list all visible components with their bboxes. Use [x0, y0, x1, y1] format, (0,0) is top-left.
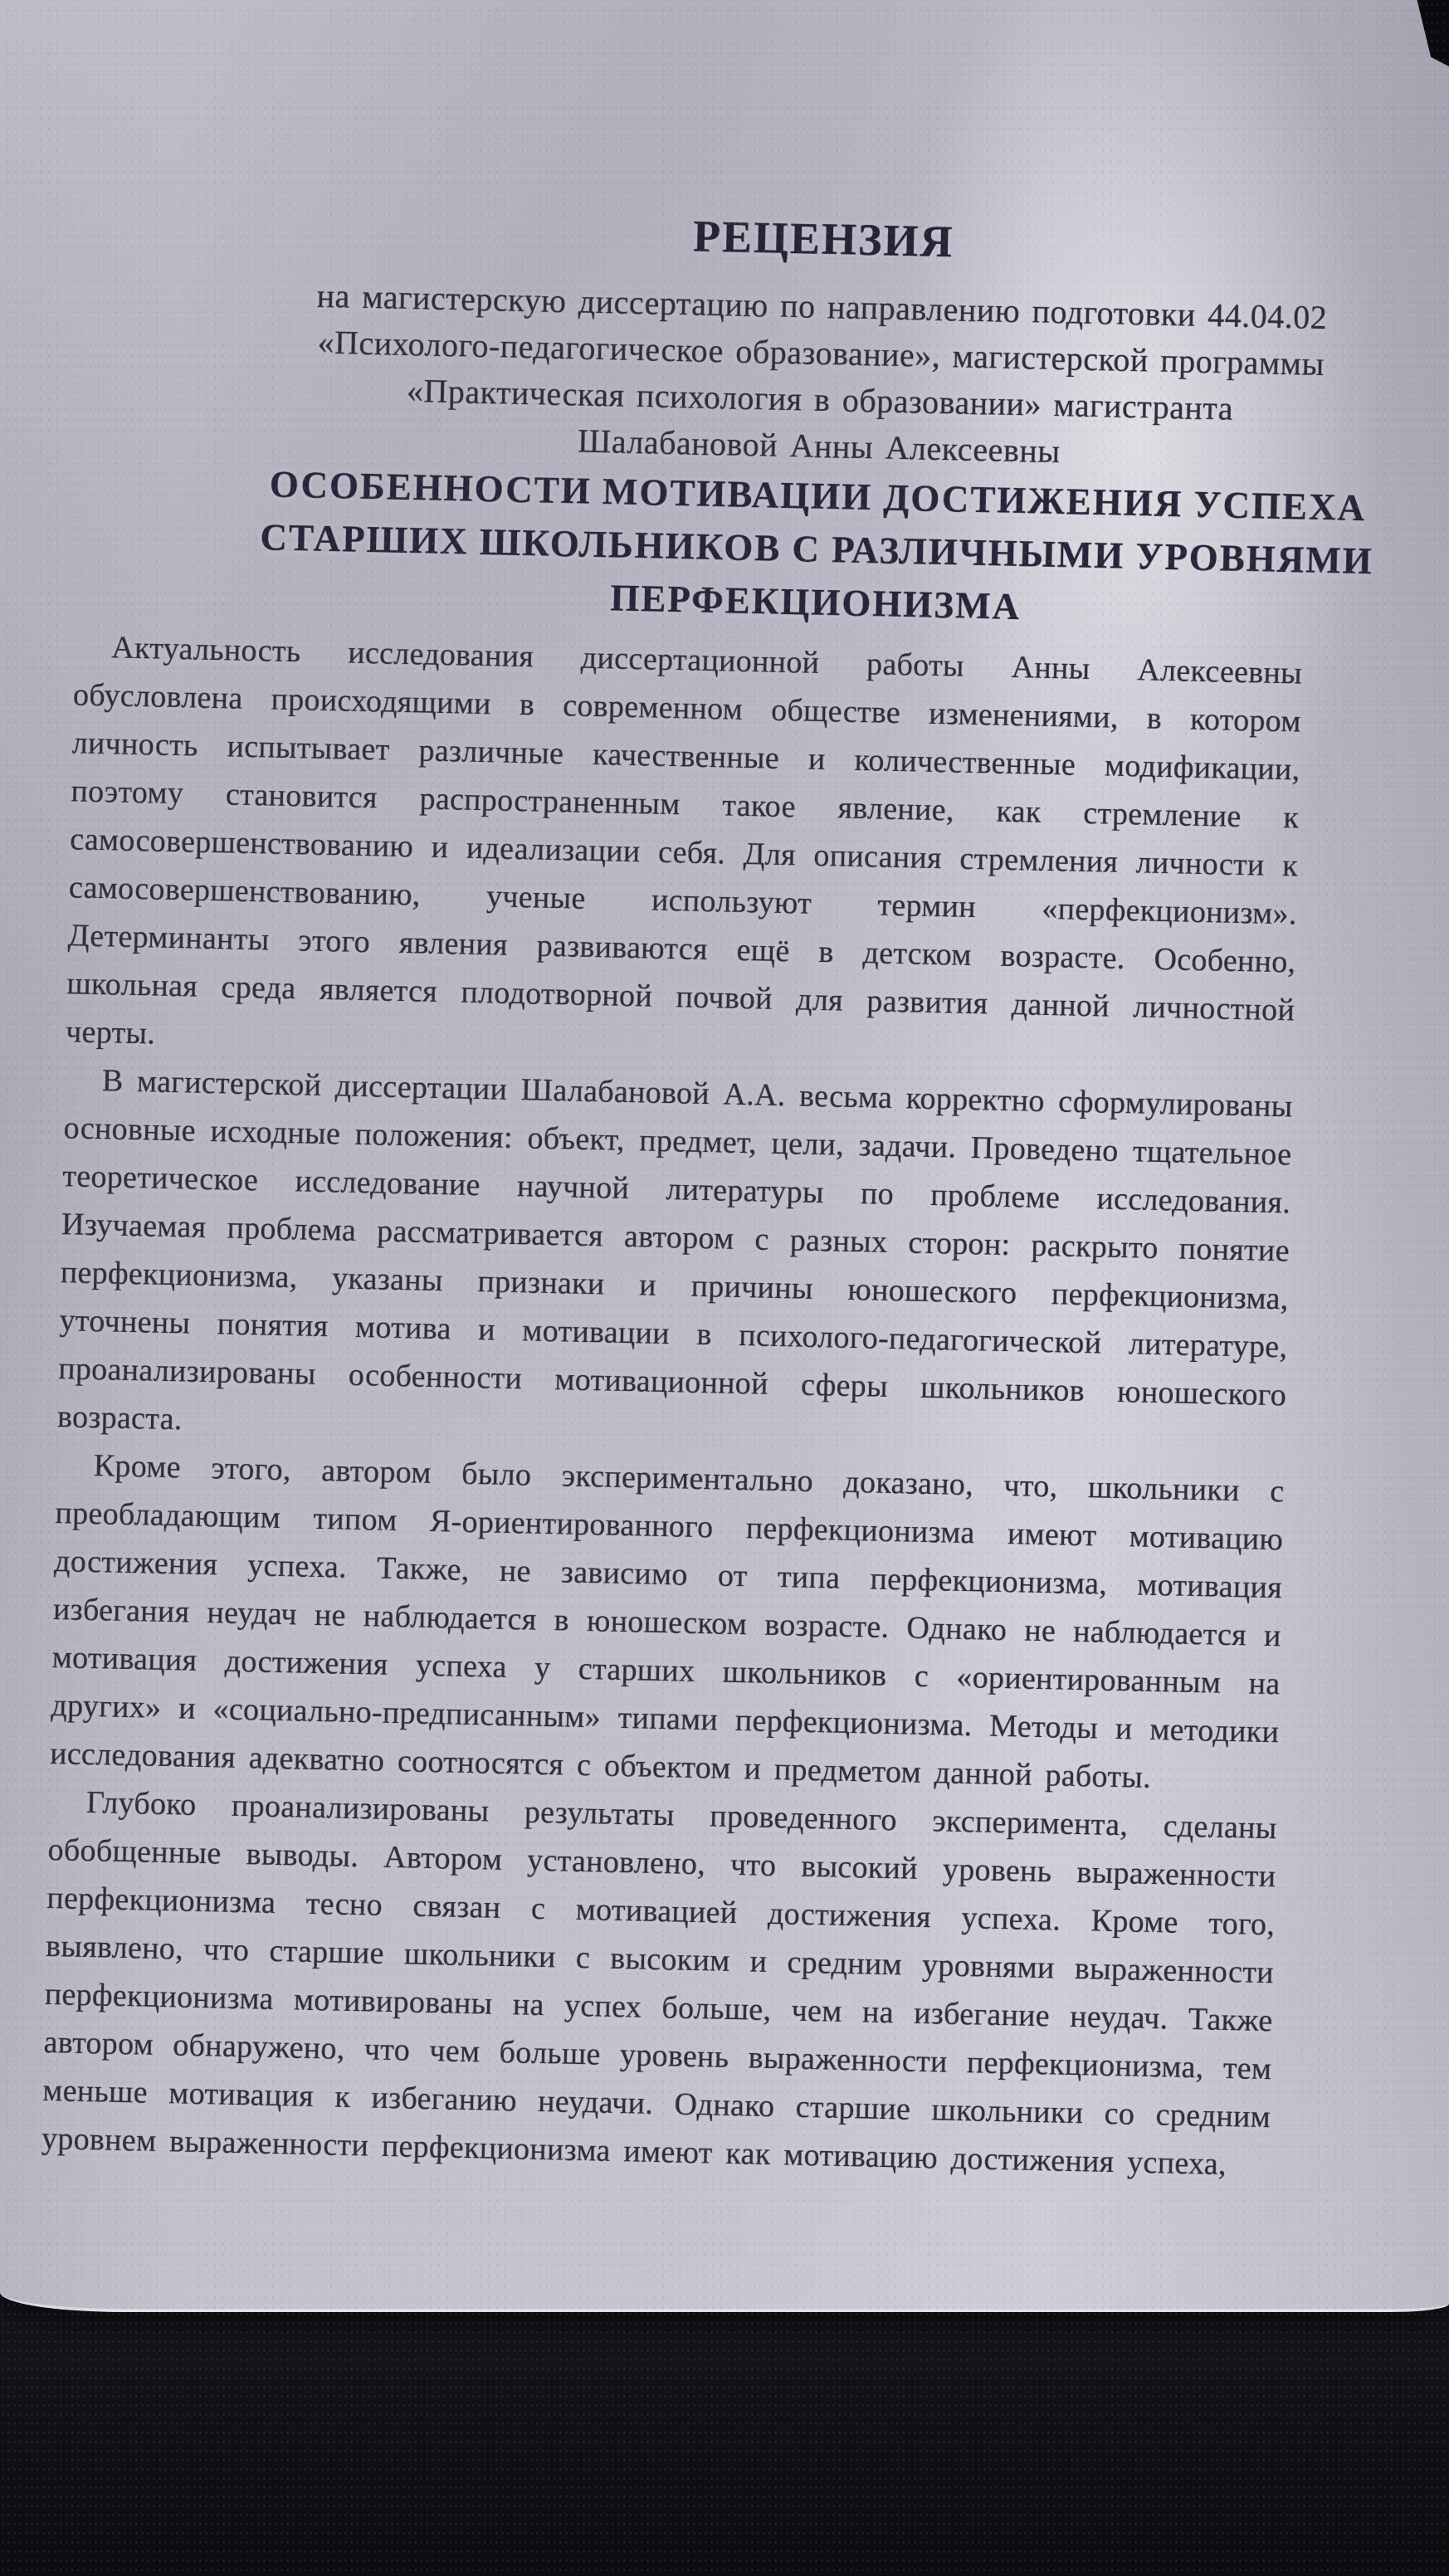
- thesis-title-line: СТАРШИХ ШКОЛЬНИКОВ С РАЗЛИЧНЫМИ УРОВНЯМИ: [259, 516, 1374, 583]
- review-title: РЕЦЕНЗИЯ: [692, 211, 955, 267]
- document-content: [41, 198, 1374, 2189]
- document-header: [201, 201, 1438, 642]
- thesis-title-line: ПЕРФЕКЦИОНИЗМА: [609, 577, 1022, 628]
- review-subtitle-line: на магистерскую диссертацию по направлению подготовки 44.04.02: [316, 276, 1328, 337]
- review-paragraph: Актуальность исследования диссертационной работы Анны Алексеевны обусловлена происходящими в современном обществе изменениями, в котором личность испытывает различные качественные и количественные модификации, поэтому становится распространенным такое явление, как стремление к самосовершенствованию и идеализации себя. Для описания стремления личности к самосовершенствованию, ученые используют термин «перфекционизм». Детерминанты этого явления развиваются ещё в детском возрасте. Особенно, школьная среда является плодотворной почвой для развития данной личностной черты.: [65, 630, 1303, 1051]
- thesis-title-line: ОСОБЕННОСТИ МОТИВАЦИИ ДОСТИЖЕНИЯ УСПЕХА: [269, 463, 1367, 529]
- review-subtitle-line: Шалабановой Анны Алексеевны: [577, 422, 1061, 471]
- review-paragraph: Кроме этого, автором было экспериментально доказано, что, школьники с преобладающим типом Я-ориентированного перфекционизма имеют мотивацию достижения успеха. Также, не зависимо от типа перфекционизма, мотивация избегания неудач не наблюдается в юношеском возрасте. Однако не наблюдается и мотивация достижения успеха у старших школьников с «ориентированным на других» и «социально-предписанным» типами перфекционизма. Методы и методики исследования адекватно соотносятся с объектом и предметом данной работы.: [49, 1448, 1285, 1795]
- review-paragraph: Глубоко проанализированы результаты проведенного эксперимента, сделаны обобщенные выводы. Автором установлено, что высокий уровень выраженности перфекционизма тесно связан с мотивацией достижения успеха. Кроме того, выявлено, что старшие школьники с высоким и средним уровнями выраженности перфекционизма мотивированы на успех больше, чем на избегание неудач. Также автором обнаружено, что чем больше уровень выраженности перфекционизма, тем меньше мотивация к избеганию неудачи. Однако старшие школьники со средним уровнем выраженности перфекционизма имеют как мотивацию достижения успеха,: [41, 1784, 1278, 2183]
- review-paragraph: В магистерской диссертации Шалабановой А.А. весьма корректно сформулированы основные исходные положения: объект, предмет, цели, задачи. Проведено тщательное теоретическое исследование научной литературы по проблеме исследования. Изучаемая проблема рассматривается автором с разных сторон: раскрыто понятие перфекционизма, указаны признаки и причины юношеского перфекционизма, уточнены понятия мотива и мотивации в психолого-педагогической литературе, проанализированы особенности мотивационной сферы школьников юношеского возраста.: [56, 1063, 1294, 1437]
- document-body: [41, 622, 1303, 2189]
- review-subtitle-line: «Психолого-педагогическое образование», магистерской программы: [317, 323, 1325, 383]
- review-subtitle-line: «Практическая психология в образовании» магистранта: [406, 371, 1234, 427]
